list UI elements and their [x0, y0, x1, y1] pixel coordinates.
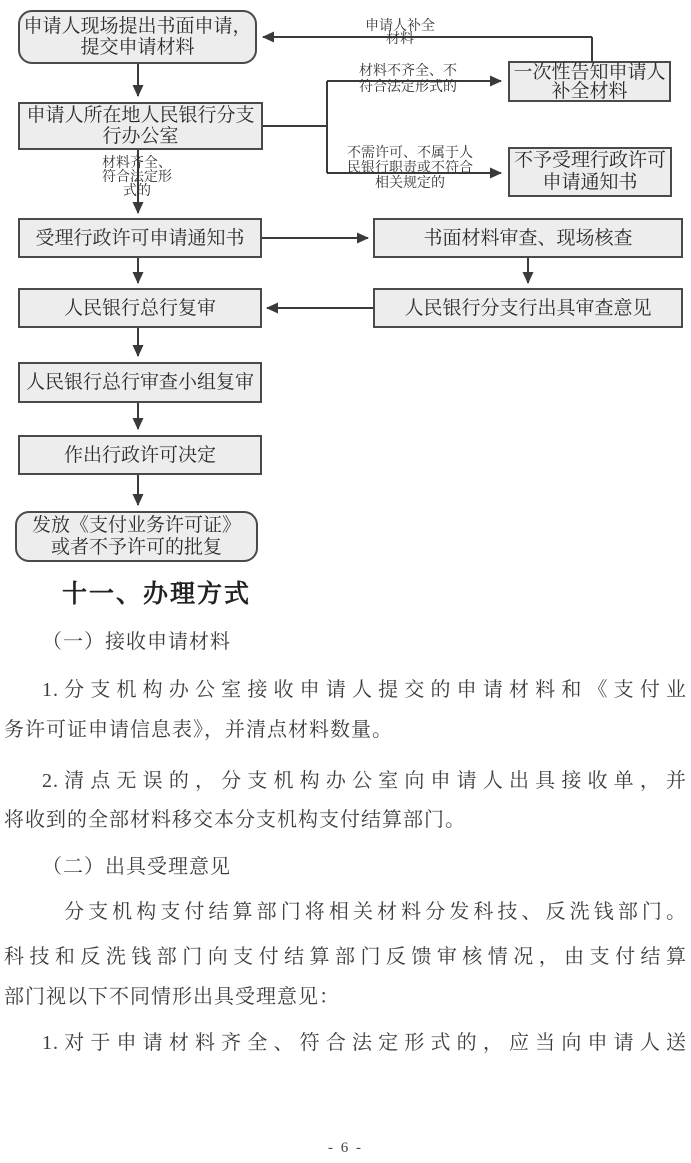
node-branch-opinion: 人民银行分支行出具审查意见 — [373, 288, 683, 328]
node-review-materials: 书面材料审查、现场核查 — [373, 218, 683, 258]
node-issue-license: 发放《支付业务许可证》 或者不予许可的批复 — [15, 511, 258, 562]
paragraph-line: （二）出具受理意见 — [42, 856, 231, 878]
section-heading: 十一、办理方式 — [62, 580, 252, 608]
paragraph-line: 分支机构支付结算部门将相关材料分发科技、反洗钱部门。 — [64, 901, 687, 923]
paragraph-line: 部门视以下不同情形出具受理意见： — [4, 986, 340, 1008]
page-number: - 6 - — [328, 1140, 363, 1156]
node-hq-review: 人民银行总行复审 — [18, 288, 262, 328]
paragraph-line: 1.对于申请材料齐全、符合法定形式的，应当向申请人送 — [42, 1032, 687, 1054]
paragraph-line: 2.清点无误的，分支机构办公室向申请人出具接收单，并 — [42, 770, 687, 792]
node-hq-group-review: 人民银行总行审查小组复审 — [18, 362, 262, 403]
node-notify-supplement: 一次性告知申请人 补全材料 — [508, 61, 671, 102]
paragraph-line: 1.分支机构办公室接收申请人提交的申请材料和《支付业 — [42, 679, 687, 701]
node-reject-notice: 不予受理行政许可 申请通知书 — [508, 147, 672, 197]
node-apply-on-site: 申请人现场提出书面申请， 提交申请材料 — [18, 10, 257, 64]
node-decision: 作出行政许可决定 — [18, 435, 262, 475]
node-accept-notice: 受理行政许可申请通知书 — [18, 218, 262, 258]
paragraph-line: 务许可证申请信息表》，并清点材料数量。 — [4, 719, 393, 741]
label-applicant-supplements: 申请人补全 材料 — [365, 19, 435, 47]
paragraph-line: （一）接收申请材料 — [42, 631, 231, 653]
paragraph-line: 将收到的全部材料移交本分支机构支付结算部门。 — [4, 809, 466, 831]
label-no-permit-needed: 不需许可、不属于人 民银行职责或不符合 相关规定的 — [347, 146, 473, 191]
node-pboc-branch-office: 申请人所在地人民银行分支 行办公室 — [18, 102, 263, 150]
flowchart — [0, 0, 691, 570]
label-materials-incomplete: 材料不齐全、不 符合法定形式的 — [359, 64, 457, 95]
paragraph-line: 科技和反洗钱部门向支付结算部门反馈审核情况，由支付结算 — [4, 946, 687, 968]
label-materials-complete: 材料齐全、 符合法定形 式的 — [102, 156, 172, 199]
